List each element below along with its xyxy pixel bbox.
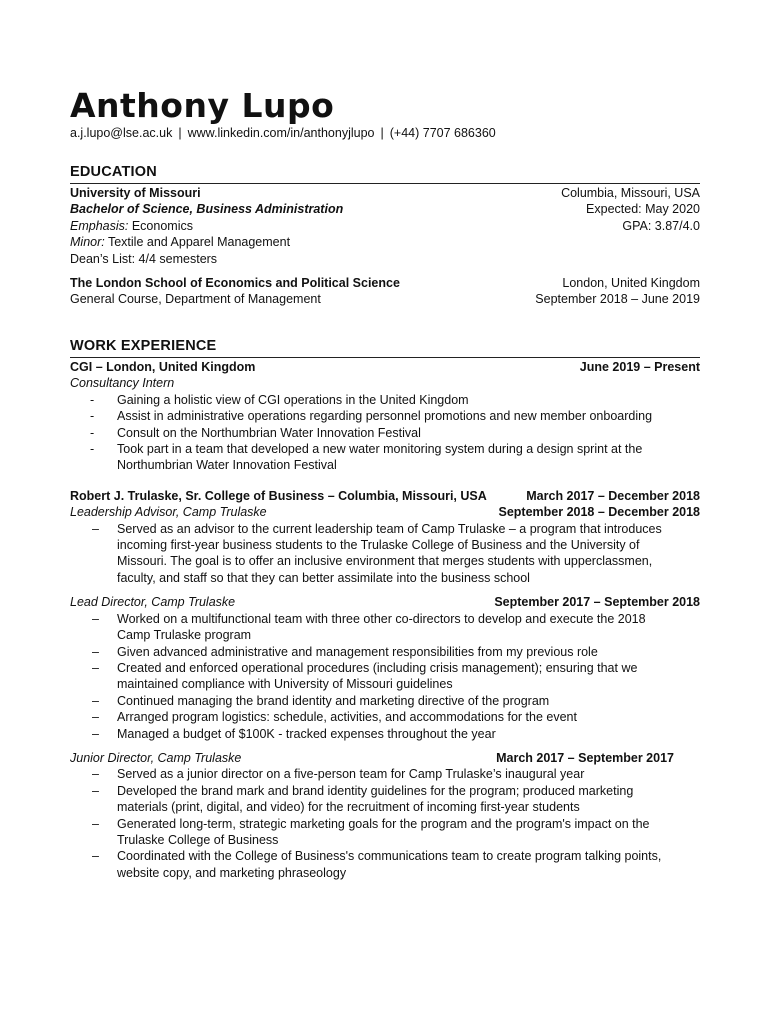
lead-bullet-list [70,611,700,742]
list-item [70,726,700,742]
edu-location: London, United Kingdom [562,276,700,291]
list-item [70,644,700,660]
bullet-dash: – [92,849,99,864]
list-item [70,848,700,881]
education-heading: EDUCATION [70,163,700,184]
bullet-dash: – [92,783,99,798]
list-item [70,783,700,816]
list-item [70,611,700,644]
bullet-text: Took part in a team that developed a new water monitoring system during a design sprint at the [117,442,643,457]
edu-school: University of Missouri [70,186,201,200]
edu-dates: September 2018 – June 2019 [535,292,700,307]
bullet-text: materials (print, digital, and video) for the recruitment of incoming first-year students [117,800,580,815]
edu-minor-label: Minor: [70,235,105,250]
bullet-text: Continued managing the brand identity and marketing directive of the program [117,693,550,708]
bullet-dash: – [92,767,99,782]
list-item [70,408,700,424]
edu-deans-list: Dean’s List: 4/4 semesters [70,251,218,266]
bullet-text: Missouri. The goal is to offer an inclusive environment that merges students with upperclassmen, [117,554,653,569]
job-role-row [70,504,700,520]
job-role-row [70,594,700,610]
bullet-text: Worked on a multifunctional team with three other co-directors to develop and execute the 2018 [117,611,646,626]
linkedin-link[interactable]: www.linkedin.com/in/anthonyjlupo [187,126,375,140]
bullet-text: maintained compliance with University of Missouri guidelines [117,677,453,692]
job-role: Consultancy Intern [70,376,175,391]
edu-degree-row [70,201,700,217]
list-item [70,425,700,441]
bullet-text: incoming first-year business students to the Trulaske College of Business and the University of [117,538,640,553]
bullet-text: Coordinated with the College of Business's communications team to create program talking points, [117,849,662,864]
bullet-dash: – [92,693,99,708]
bullet-text: Served as an advisor to the current leadership team of Camp Trulaske – a program that introduces [117,521,662,536]
junior-bullet-list [70,766,700,881]
bullet-text: Consult on the Northumbrian Water Innovation Festival [117,425,421,440]
bullet-text: Given advanced administrative and management responsibilities from my previous role [117,644,598,659]
list-item [70,709,700,725]
job-dates: September 2017 – September 2018 [494,595,700,610]
edu-emphasis [70,218,193,234]
candidate-name: Anthony Lupo [70,86,335,125]
bullet-dash: - [90,442,95,457]
job-role-row [70,750,674,766]
work-heading: WORK EXPERIENCE [70,337,700,358]
edu-lse-school-row [70,275,700,291]
bullet-dash: – [92,726,99,741]
edu-mizzou-school-row [70,185,700,201]
bullet-dash: - [90,392,95,407]
job-trulaske-row [70,488,700,504]
bullet-text: Northumbrian Water Innovation Festival [117,458,337,473]
bullet-dash: – [92,521,99,536]
advisor-bullet-list [70,521,700,587]
list-item [70,441,700,474]
bullet-text: Developed the brand mark and brand identity guidelines for the program; produced marketing [117,783,634,798]
bullet-text: Managed a budget of $100K - tracked expenses throughout the year [117,726,496,741]
edu-gpa: GPA: 3.87/4.0 [622,218,700,233]
bullet-dash: – [92,816,99,831]
list-item [70,816,700,849]
edu-emphasis-row [70,218,700,234]
edu-degree: Bachelor of Science, Business Administration [70,202,344,217]
bullet-text: Trulaske College of Business [117,832,279,847]
bullet-dash: - [90,409,95,424]
bullet-dash: – [92,660,99,675]
job-employer: CGI – London, United Kingdom [70,360,256,374]
edu-minor-row [70,234,700,250]
bullet-text: Camp Trulaske program [117,628,252,643]
bullet-text: Arranged program logistics: schedule, activities, and accommodations for the event [117,710,577,725]
bullet-dash: – [92,611,99,626]
contact-line [70,126,496,140]
job-role: Lead Director, Camp Trulaske [70,595,236,610]
edu-school: The London School of Economics and Political Science [70,276,400,291]
job-cgi-row [70,359,700,375]
bullet-dash: – [92,710,99,725]
job-dates: September 2018 – December 2018 [498,505,700,520]
bullet-text: Gaining a holistic view of CGI operations in the United Kingdom [117,392,469,407]
job-role-row [70,375,700,391]
edu-emphasis-label: Emphasis: [70,218,129,233]
work-section [70,337,700,881]
list-item [70,521,700,587]
edu-minor-value: Textile and Apparel Management [107,235,291,250]
cgi-bullet-list [70,392,700,474]
job-dates: March 2017 – December 2018 [526,488,700,503]
bullet-text: website copy, and marketing phraseology [117,865,347,880]
bullet-text: faculty, and staff so that they can better assimilate into the business school [117,570,530,585]
edu-lse-course-row [70,291,700,307]
list-item [70,693,700,709]
job-role: Leadership Advisor, Camp Trulaske [70,505,267,520]
edu-location: Columbia, Missouri, USA [561,186,700,200]
email-link[interactable]: a.j.lupo@lse.ac.uk [70,126,173,140]
bullet-text: Generated long-term, strategic marketing goals for the program and the program's impact on the [117,816,650,831]
list-item [70,660,700,693]
education-section [70,163,700,308]
edu-course: General Course, Department of Management [70,292,321,307]
job-dates: June 2019 – Present [579,360,700,374]
bullet-dash: – [92,644,99,659]
job-role: Junior Director, Camp Trulaske [70,750,242,765]
separator: | [178,126,182,140]
edu-deans-row [70,251,700,267]
bullet-text: Created and enforced operational procedures (including crisis management); ensuring that we [117,660,638,675]
list-item [70,392,700,408]
phone-number: (+44) 7707 686360 [389,126,496,140]
list-item [70,766,700,782]
edu-minor [70,234,290,250]
separator: | [380,126,384,140]
bullet-dash: - [90,425,95,440]
job-dates: March 2017 – September 2017 [496,750,674,765]
edu-emphasis-value: Economics [131,218,193,233]
edu-expected: Expected: May 2020 [586,202,700,217]
job-employer: Robert J. Trulaske, Sr. College of Business – Columbia, Missouri, USA [70,488,487,503]
bullet-text: Assist in administrative operations regarding personnel promotions and new member onboarding [117,409,653,424]
bullet-text: Served as a junior director on a five-person team for Camp Trulaske’s inaugural year [117,767,585,782]
